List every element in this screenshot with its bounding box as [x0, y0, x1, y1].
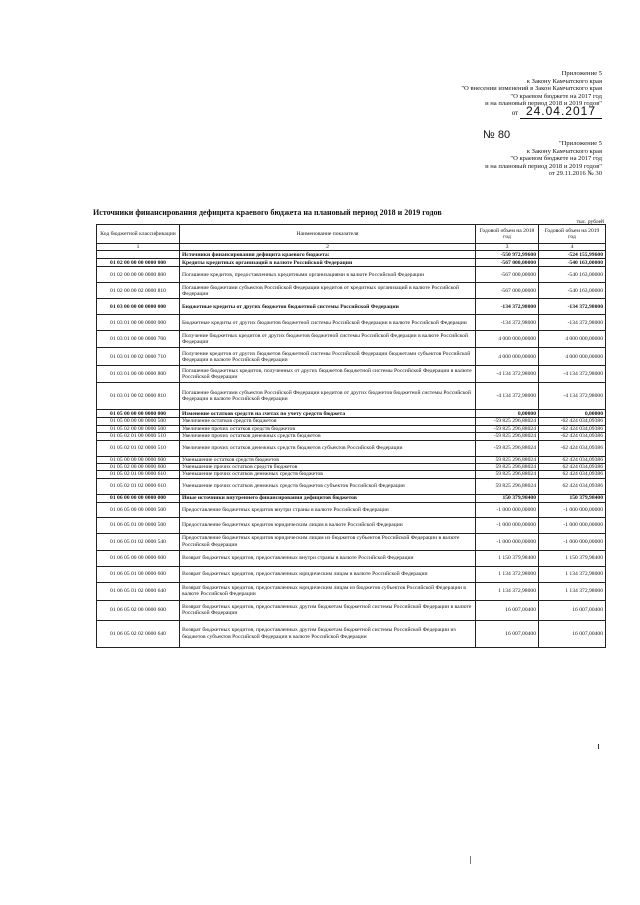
page-mark [470, 856, 471, 864]
appendix-line: "Приложение 5 [558, 140, 602, 147]
indicator-name-cell: Погашение бюджетных кредитов, полученных от других бюджетов бюджетной системы Российской Федерации в валюте Российской Федерации [180, 366, 476, 383]
amount-2018-cell: -1 000 000,00000 [476, 502, 539, 517]
column-number: 3 [476, 244, 539, 251]
amount-2018-cell: -59 825 296,88024 [476, 418, 539, 425]
table-row [97, 600, 606, 620]
indicator-name-cell: Возврат бюджетных кредитов, предоставленных другим бюджетам бюджетной системы Российской Федерации из бюджетов субъектов Российской Федерации в валюте Российской Федерации [180, 620, 476, 647]
amount-2019-cell: -540 163,00000 [539, 283, 606, 299]
appendix-line: "О краевом бюджете на 2017 год [510, 92, 602, 100]
table-row [97, 251, 606, 259]
table-row [97, 348, 606, 366]
budget-code-cell: 01 05 02 00 00 0000 600 [97, 464, 180, 471]
amount-2019-cell: 4 000 000,00000 [539, 331, 606, 348]
amount-2019-cell: -540 163,00000 [539, 259, 606, 267]
budget-code-cell: 01 05 02 01 00 0000 510 [97, 433, 180, 440]
amount-2018-cell: 59 825 296,88024 [476, 478, 539, 494]
table-row [97, 433, 606, 440]
indicator-name-cell: Бюджетные кредиты от других бюджетов бюджетной системы Российской Федерации в валюте Российской Федерации [180, 315, 476, 331]
amount-2019-cell: 4 000 000,00000 [539, 348, 606, 366]
amount-2019-cell: -134 372,98000 [539, 299, 606, 315]
amount-2018-cell: -134 372,98000 [476, 315, 539, 331]
budget-code-cell: 01 02 00 00 00 0000 800 [97, 267, 180, 283]
budget-code-cell: 01 03 01 00 02 0000 810 [97, 383, 180, 410]
table-header-row [97, 225, 606, 244]
budget-code-cell: 01 06 00 00 00 0000 000 [97, 494, 180, 502]
amount-2018-cell: 1 134 372,98000 [476, 566, 539, 582]
table-row [97, 550, 606, 566]
amount-2018-cell: 59 825 296,88024 [476, 456, 539, 463]
amount-2018-cell: 16 007,00400 [476, 620, 539, 647]
table-row [97, 299, 606, 315]
amount-2018-cell: -1 000 000,00000 [476, 517, 539, 533]
indicator-name-cell: Уменьшение прочих остатков средств бюджетов [180, 464, 476, 471]
unit-label: тыс. рублей [576, 219, 604, 225]
table-row [97, 582, 606, 600]
amount-2019-cell: 16 007,00400 [539, 620, 606, 647]
amount-2019-cell: -1 000 000,00000 [539, 533, 606, 550]
handwritten-date: 24.04.2017 [520, 104, 602, 119]
amount-2019-cell: 62 424 034,09386 [539, 464, 606, 471]
amount-2018-cell: 16 007,00400 [476, 600, 539, 620]
indicator-name-cell: Погашение бюджетами субъектов Российской Федерации кредитов от других бюджетов бюджетной системы Российской Федерации в валюте Российской Федерации [180, 383, 476, 410]
budget-code-cell: 01 05 00 00 00 0000 600 [97, 456, 180, 463]
amount-2019-cell: -1 000 000,00000 [539, 502, 606, 517]
table-row [97, 383, 606, 410]
table-row [97, 425, 606, 432]
amount-2018-cell: -567 000,00000 [476, 267, 539, 283]
indicator-name-cell: Уменьшение остатков средств бюджетов [180, 456, 476, 463]
amount-2018-cell: -567 000,00000 [476, 283, 539, 299]
date-prefix: от [511, 108, 519, 117]
indicator-name-cell: Уменьшение прочих остатков денежных средств бюджетов субъектов Российской Федерации [180, 478, 476, 494]
column-number: 2 [180, 244, 476, 251]
budget-code-cell: 01 06 05 02 02 0000 640 [97, 620, 180, 647]
table-row [97, 566, 606, 582]
indicator-name-cell: Погашение кредитов, предоставленных кредитными организациями в валюте Российской Федерации [180, 267, 476, 283]
amount-2019-cell: 1 150 379,98400 [539, 550, 606, 566]
indicator-name-cell: Увеличение прочих остатков денежных средств бюджетов субъектов Российской Федерации [180, 440, 476, 456]
budget-code-cell: 01 05 02 00 00 0000 500 [97, 425, 180, 432]
indicator-name-cell: Увеличение прочих остатков денежных средств бюджетов [180, 433, 476, 440]
amount-2018-cell: 4 000 000,00000 [476, 348, 539, 366]
indicator-name-cell: Предоставление бюджетных кредитов внутри страны в валюте Российской Федерации [180, 502, 476, 517]
budget-code-cell: 01 03 01 00 00 0000 800 [97, 366, 180, 383]
page-title: Источники финансирования дефицита краевого бюджета на плановый период 2018 и 2019 годов [93, 208, 442, 217]
amount-2019-cell: -4 134 372,98000 [539, 366, 606, 383]
budget-code-cell: 01 03 01 00 00 0000 700 [97, 331, 180, 348]
budget-code-cell: 01 06 05 01 00 0000 600 [97, 566, 180, 582]
budget-code-cell: 01 06 05 02 00 0000 600 [97, 600, 180, 620]
table-row [97, 478, 606, 494]
column-header: Годовой объем на 2019 год [539, 225, 606, 244]
column-header: Годовой объем на 2018 год [476, 225, 539, 244]
amount-2019-cell: 16 007,00400 [539, 600, 606, 620]
amount-2018-cell: -59 825 296,88024 [476, 440, 539, 456]
amount-2019-cell: -62 424 034,09386 [539, 440, 606, 456]
amount-2018-cell: 150 379,98400 [476, 494, 539, 502]
indicator-name-cell: Получение бюджетных кредитов от других бюджетов бюджетной системы Российской Федерации в валюте Российской Федерации [180, 331, 476, 348]
table-row [97, 440, 606, 456]
indicator-name-cell: Предоставление бюджетных кредитов юридическим лицам в валюте Российской Федерации [180, 517, 476, 533]
column-number-row [97, 244, 606, 251]
appendix-header [461, 70, 602, 118]
indicator-name-cell: Возврат бюджетных кредитов, предоставленных юридическим лицам из бюджетов субъектов Российской Федерации в валюте Российской Федерации [180, 582, 476, 600]
table-row [97, 315, 606, 331]
table-row [97, 533, 606, 550]
amount-2019-cell: 0,00000 [539, 410, 606, 418]
table-row [97, 410, 606, 418]
amount-2018-cell: -4 134 372,98000 [476, 366, 539, 383]
amount-2018-cell: -4 134 372,98000 [476, 383, 539, 410]
amount-2019-cell: 62 424 034,09386 [539, 471, 606, 478]
appendix-line: и на плановый период 2018 и 2019 годов" [485, 100, 602, 108]
budget-code-cell [97, 251, 180, 259]
indicator-name-cell: Получение кредитов от других бюджетов бюджетной системы Российской Федерации бюджетами субъектов Российской Федерации в валюте Российской Федерации [180, 348, 476, 366]
amount-2018-cell: 0,00000 [476, 410, 539, 418]
table-row [97, 517, 606, 533]
indicator-name-cell: Увеличение прочих остатков средств бюджетов [180, 425, 476, 432]
amount-2018-cell: 1 150 379,98400 [476, 550, 539, 566]
column-number: 1 [97, 244, 180, 251]
indicator-name-cell: Уменьшение прочих остатков денежных средств бюджетов [180, 471, 476, 478]
column-header: Наименование показателя [180, 225, 476, 244]
budget-code-cell: 01 06 05 01 02 0000 540 [97, 533, 180, 550]
amount-2019-cell: 62 424 034,09386 [539, 456, 606, 463]
budget-code-cell: 01 03 00 00 00 0000 000 [97, 299, 180, 315]
amount-2019-cell: -62 424 034,09386 [539, 418, 606, 425]
amount-2019-cell: 150 379,98400 [539, 494, 606, 502]
indicator-name-cell: Погашение бюджетами субъектов Российской Федерации кредитов от кредитных организаций в валюте Российской Федерации [180, 283, 476, 299]
table-row [97, 471, 606, 478]
budget-code-cell: 01 05 02 01 02 0000 510 [97, 440, 180, 456]
table-row [97, 267, 606, 283]
indicator-name-cell: Источники финансирования дефицита краевого бюджета: [180, 251, 476, 259]
amount-2018-cell: -59 825 296,88024 [476, 433, 539, 440]
original-appendix-header [485, 140, 602, 178]
amount-2019-cell: 1 134 372,98000 [539, 566, 606, 582]
indicator-name-cell: Возврат бюджетных кредитов, предоставленных другим бюджетам бюджетной системы Российской Федерации в валюте Российской Федерации [180, 600, 476, 620]
appendix-line: "О краевом бюджете на 2017 год [510, 155, 602, 163]
appendix-line: "О внесении изменений в Закон Камчатского края [461, 85, 602, 93]
amount-2018-cell: 4 000 000,00000 [476, 331, 539, 348]
indicator-name-cell: Увеличение остатков средств бюджетов [180, 418, 476, 425]
table-row [97, 366, 606, 383]
budget-code-cell: 01 06 05 01 00 0000 500 [97, 517, 180, 533]
indicator-name-cell: Возврат бюджетных кредитов, предоставленных внутри страны в валюте Российской Федерации [180, 550, 476, 566]
table-row [97, 502, 606, 517]
document-number: № 80 [483, 129, 511, 141]
amount-2019-cell: -4 134 372,98000 [539, 383, 606, 410]
appendix-line: к Закону Камчатского края [526, 147, 602, 155]
budget-code-cell: 01 06 05 00 00 0000 500 [97, 502, 180, 517]
indicator-name-cell: Возврат бюджетных кредитов, предоставленных юридическим лицам в валюте Российской Федерации [180, 566, 476, 582]
indicator-name-cell: Изменение остатков средств на счетах по учету средств бюджета [180, 410, 476, 418]
amount-2019-cell: -524 155,99600 [539, 251, 606, 259]
financing-sources-table [96, 224, 606, 648]
table-row [97, 464, 606, 471]
column-header: Код бюджетной классификации [97, 225, 180, 244]
amount-2019-cell: 62 424 034,09386 [539, 478, 606, 494]
table-row [97, 331, 606, 348]
column-number: 4 [539, 244, 606, 251]
amount-2018-cell: 59 825 296,88024 [476, 464, 539, 471]
amount-2018-cell: -550 972,99600 [476, 251, 539, 259]
table-row [97, 259, 606, 267]
budget-code-cell: 01 06 05 00 00 0000 600 [97, 550, 180, 566]
amount-2019-cell: -134 372,98000 [539, 315, 606, 331]
indicator-name-cell: Иные источники внутреннего финансирования дефицитов бюджетов [180, 494, 476, 502]
indicator-name-cell: Кредиты кредитных организаций в валюте Российской Федерации [180, 259, 476, 267]
amount-2019-cell: -62 424 034,09386 [539, 433, 606, 440]
budget-code-cell: 01 03 01 00 02 0000 710 [97, 348, 180, 366]
amount-2018-cell: 1 134 372,98000 [476, 582, 539, 600]
table-row [97, 456, 606, 463]
budget-code-cell: 01 03 01 00 00 0000 000 [97, 315, 180, 331]
amount-2018-cell: -134 372,98000 [476, 299, 539, 315]
amount-2018-cell: -567 000,00000 [476, 259, 539, 267]
amount-2018-cell: -59 825 296,88024 [476, 425, 539, 432]
budget-code-cell: 01 05 00 00 00 0000 000 [97, 410, 180, 418]
table-row [97, 418, 606, 425]
amount-2019-cell: -1 000 000,00000 [539, 517, 606, 533]
table-row [97, 283, 606, 299]
budget-code-cell: 01 05 02 01 00 0000 610 [97, 471, 180, 478]
appendix-line: от 29.11.2016 № 30 [548, 170, 602, 178]
amount-2019-cell: -62 424 034,09386 [539, 425, 606, 432]
page-mark [598, 744, 599, 749]
amount-2019-cell: -540 163,00000 [539, 267, 606, 283]
budget-code-cell: 01 06 05 01 02 0000 640 [97, 582, 180, 600]
budget-code-cell: 01 02 00 00 02 0000 810 [97, 283, 180, 299]
indicator-name-cell: Бюджетные кредиты от других бюджетов бюджетной системы Российской Федерации [180, 299, 476, 315]
appendix-line: Приложение 5 [561, 70, 602, 77]
amount-2018-cell: -1 000 000,00000 [476, 533, 539, 550]
amount-2018-cell: 59 825 296,88024 [476, 471, 539, 478]
budget-code-cell: 01 05 02 01 02 0000 610 [97, 478, 180, 494]
budget-code-cell: 01 02 00 00 00 0000 000 [97, 259, 180, 267]
table-row [97, 620, 606, 647]
table-row [97, 494, 606, 502]
amount-2019-cell: 1 134 372,98000 [539, 582, 606, 600]
indicator-name-cell: Предоставление бюджетных кредитов юридическим лицам из бюджетов субъектов Российской Федерации в валюте Российской Федерации [180, 533, 476, 550]
budget-code-cell: 01 05 00 00 00 0000 500 [97, 418, 180, 425]
appendix-line: к Закону Камчатского края [526, 77, 602, 85]
appendix-line: и на плановый период 2018 и 2019 годов" [485, 162, 602, 170]
